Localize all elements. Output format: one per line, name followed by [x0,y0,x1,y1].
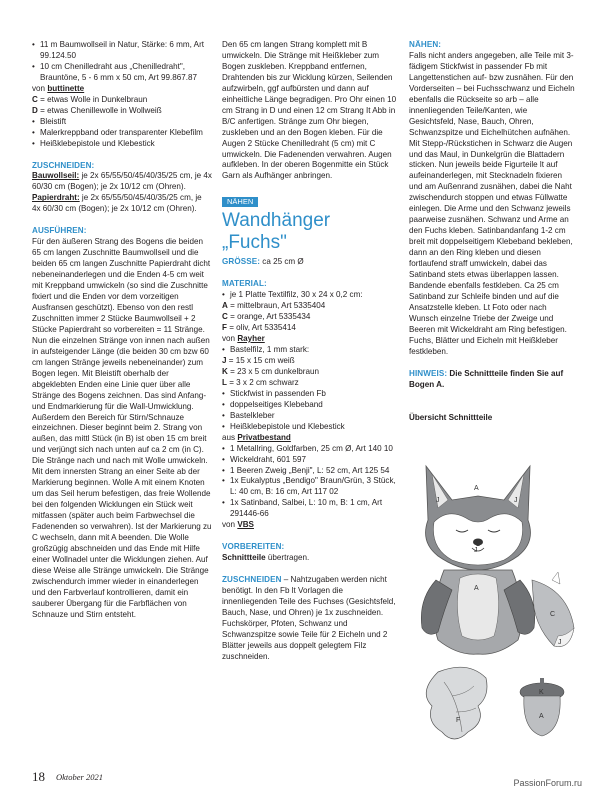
material-bullet: • 1x Eukalyptus „Bendigo" Braun/Grün, 3 Stück, L: 40 cm, B: 16 cm, Art 117 02 [222,476,400,498]
piece-label: C [550,611,556,618]
pattern-pieces-illustration [408,460,580,760]
supplier-line: von buttinette [32,83,85,93]
felt-c: C = orange, Art 5335434 [222,312,311,322]
issue-date: Oktober 2021 [56,772,103,782]
watermark: PassionForum.ru [513,778,582,788]
bastel-l: L = 3 x 2 cm schwarz [222,377,299,387]
material-bullet: • 1 Metallring, Goldfarben, 25 cm Ø, Art 140 10 [222,444,400,455]
material-bullet: • Bleistift [32,117,212,128]
fox-tail-pattern [532,572,574,647]
piece-label: A [474,585,479,592]
sewing-instructions: Falls nicht anders angegeben, alle Teile mit 3-fädigem Stickfwist in passender Fb mit Langettenstichen auf- bzw zusnähen. Für den Vorderseiten – bei Fuchsschwanz und Eicheln ebenfalls die Rückseite so arb – alle innenliegenden Teile/Kanten, wie Gesichtsfeld, Nase, Bauch, Ohren, Schwanzspitze und Eichelhütchen aufnähen. Mit Stepp-/Rückstichen in Schwarz die Augen und das Maul, in Dunkelgrün die Blattadern sticken. Nun jeweils beide Figurteile lt auf aufeinanderlegen, mit Stecknadeln fixieren und am Außenrand zusnähen, dabei die Naht zwischendurch stoppen und etwas Füllwatte einlegen. Die Arme und den Schwanz jeweils paarweise zusnähen. Schwanz und Arme an den Fuchs kleben. Satinbandanfang 1-2 cm breit mit doppelseitigem Klebeband bekleben, dann an den Ring kleben und diesen fortlaufend straff umwickeln, dabei das Satinband stets etwas überlappen lassen. Bandende ebenfalls festkleben. Ca 25 cm Satinband zur Schleife binden und auf die Ansatzstelle kleben. Lt Foto oder nach Wunsch einzelne Triebe der Zweige und Beeren mit Wickeldraht am Ring befestigen. Fuchs, Blätter und Eicheln mit Heißkleber festkleben. [409,50,575,356]
piece-label: A [539,713,544,720]
prep-text: Schnittteile übertragen. [222,553,310,563]
piece-label: J [436,497,440,504]
material-bullet-felt: • je 1 Platte Textilfilz, 30 x 24 x 0,2 cm: [222,290,400,301]
column-right [409,40,575,424]
leaf-pattern [426,667,487,739]
material-bullet-bastel: • Bastelfilz, 1 mm stark: [222,345,400,356]
wool-c-line: C = etwas Wolle in Dunkelbraun [32,94,148,104]
pattern-overview-label: Übersicht Schnittteile [409,412,493,422]
supplier-line: von Rayher [222,334,265,344]
piece-label: J [474,547,478,554]
column-middle [222,40,400,663]
category-tag: NÄHEN [222,197,258,207]
section-heading-zuschneiden: ZUSCHNEIDEN: [32,160,95,170]
size-line: GRÖSSE: ca 25 cm Ø [222,257,304,267]
material-bullet: • Heißklebepistole und Klebestick [222,422,400,433]
page-number: 18 [32,769,45,784]
supplier-line: von VBS [222,520,254,530]
supplier-brand: buttinette [47,83,85,93]
cut-rope: Bauwollseil: je 2x 65/55/50/45/40/35/25 cm, je 4x 60/30 cm (Bogen); je 2x 10/12 cm (Ohren). [32,171,212,192]
piece-label: K [539,689,544,696]
material-bullet: • Wickeldraht, 601 597 [222,455,400,466]
material-bullet: • Bastelkleber [222,411,400,422]
fox-head-pattern [426,466,531,570]
material-bullet: • Stickfwist in passenden Fb [222,389,400,400]
section-heading-vorbereiten: VORBEREITEN: [222,542,285,552]
hint-line: HINWEIS: Die Schnittteile finden Sie auf Bogen A. [409,368,564,389]
instructions-body: Für den äußeren Strang des Bogens die beiden 65 cm langen Zuschnitte Baumwollseil und die beiden 65 cm langen Zuschnitte Papierdraht dicht nebeneinanderlegen und die Enden 4-5 cm weit mit Kreppband umwickeln (so sind die Zuschnitte fixiert und die Enden vor dem vorzeitigen Ausfransen geschützt). Ebenso von den restl Zuschnitten immer 2 Stücke Baumwollseil + 2 Stücke Papierdraht so vorbereiten = 11 Stränge. Nun die einzelnen Stränge von innen nach außen in aufsteigender Länge (die beiden 30 cm bzw 60 cm langen Stränge jeweils nebeneinander) zum Bogen legen. Mit Bleistift oberhalb der abgeklebten Enden eine Linie quer über alle Stränge des Bogens zeichnen. Das sind Anfang- und Endmarkierung für die Wall-Umwicklung. Außerdem den Bereich für Stirn/Schnauze einzeichnen. Dieser beginnt beim 2. Strang von außen, das mittl Stück (in B) ist oben 15 cm breit und verjüngt sich nach unten auf ca 2 cm (in C). Die Stränge nach und nach mit Wolle umwickeln. Mit dem innersten Strang an einer Seite ab der Markierung beginnen. Wolle A mit einem Knoten um das Seil herum befestigen, das freie Wollende bei den folgenden Wicklungen ein Stück weit mitfassen (später auch beim Farbwechsel die Fadenenden so verwahren). Ist der Markierung zu C wechseln, dann mit A beenden. Die Wolle großzügig abschneiden und das Ende mit Hilfe einer Wollnadel unter die Wicklungen ziehen. Auf diese Weise alle Stränge umwickeln. Die Stränge zwischendurch immer wieder in einanderlegen und den Farbverlauf kontrollieren, damit ein sauberer Übergang für die Farbflächen von Schnauze und Stirn entsteht. [32,237,212,619]
felt-a: A = mittelbraun, Art 5335404 [222,301,326,311]
source-line: aus Privatbestand [222,432,291,442]
piece-label: F [456,717,461,724]
piece-label: J [514,497,518,504]
bastel-j: J = 15 x 15 cm weiß [222,355,295,365]
material-bullet: • Malerkreppband oder transparenter Klebefilm [32,128,212,139]
wool-d-line: D = etwas Chenillewolle in Wollweiß [32,105,162,115]
piece-label: J [558,639,562,646]
fox-body-pattern [421,570,534,654]
acorn-pattern [520,678,564,736]
bastel-k: K = 23 x 5 cm dunkelbraun [222,366,319,376]
piece-label: A [474,485,479,492]
material-bullet-rope: • 11 m Baumwollseil in Natur, Stärke: 6 mm, Art 99.124.50 [32,40,212,62]
material-bullet: • doppelseitiges Klebeband [222,400,400,411]
section-heading-ausfuehren: AUSFÜHREN: [32,226,87,236]
column-left [32,40,212,621]
section-heading-naehen: NÄHEN: [409,40,442,49]
material-bullet: • 1x Satinband, Salbei, L: 10 m, B: 1 cm, Art 291446-66 [222,498,400,520]
instructions-continued: Den 65 cm langen Strang komplett mit B umwickeln. Die Stränge mit Heißkleber zum Bogen zuskleben. Kreppband entfernen, Drahtenden bis zur Wicklung kürzen, Seilenden aufzwirbeln, ggf aufbürsten und dann auf einheitliche Länge begradigen. Pro Ohr einen 10 cm Strang in D und einen 12 cm Strang It Abb in B/C anfertigen. Stränge zum Ohr biegen, zuskleben und an den Bogen kleben. Für die Augen 2 Stücke Chenilledraht (5 cm) mit C umwickeln. Die Fadenenden verwahren. Augen aufkleben. In der oberen Bogenmitte ein Stück Garn als Aufhänger anbringen. [222,40,397,181]
material-bullet: • Heißklebepistole und Klebestick [32,139,212,150]
cut-instructions: ZUSCHNEIDEN – Nahtzugaben werden nicht benötigt. In den Fb lt Vorlagen die innenliegenden Teile des Fuchses (Gesichtsfeld, Bauch, Nase, und Ohren) je 1x zuschneiden. Fuchskörper, Pfoten, Schwanz und Schwanzspitze sowie Teile für 2 Eicheln und 2 Blätter jeweils aus doppelt gelegtem Filz zuschneiden. [222,575,396,661]
piece-label: L [476,541,480,548]
material-bullet-chenille: • 10 cm Chenilledraht aus „Chenilledraht", Brauntöne, 5 - 6 mm x 50 cm, Art 99.867.87 [32,62,212,84]
section-heading-material: MATERIAL: [222,279,267,289]
felt-f: F = oliv, Art 5335414 [222,323,296,333]
cut-paper-wire: Papierdraht: je 2x 65/55/50/45/40/35/25 cm, je 4x 60/30 cm (Bogen); je 2x 10/12 cm (Ohren). [32,193,202,214]
material-bullet: • 1 Beeren Zweig „Benji", L: 52 cm, Art 125 54 [222,466,400,477]
article-title: Wandhänger „Fuchs" [222,210,331,254]
